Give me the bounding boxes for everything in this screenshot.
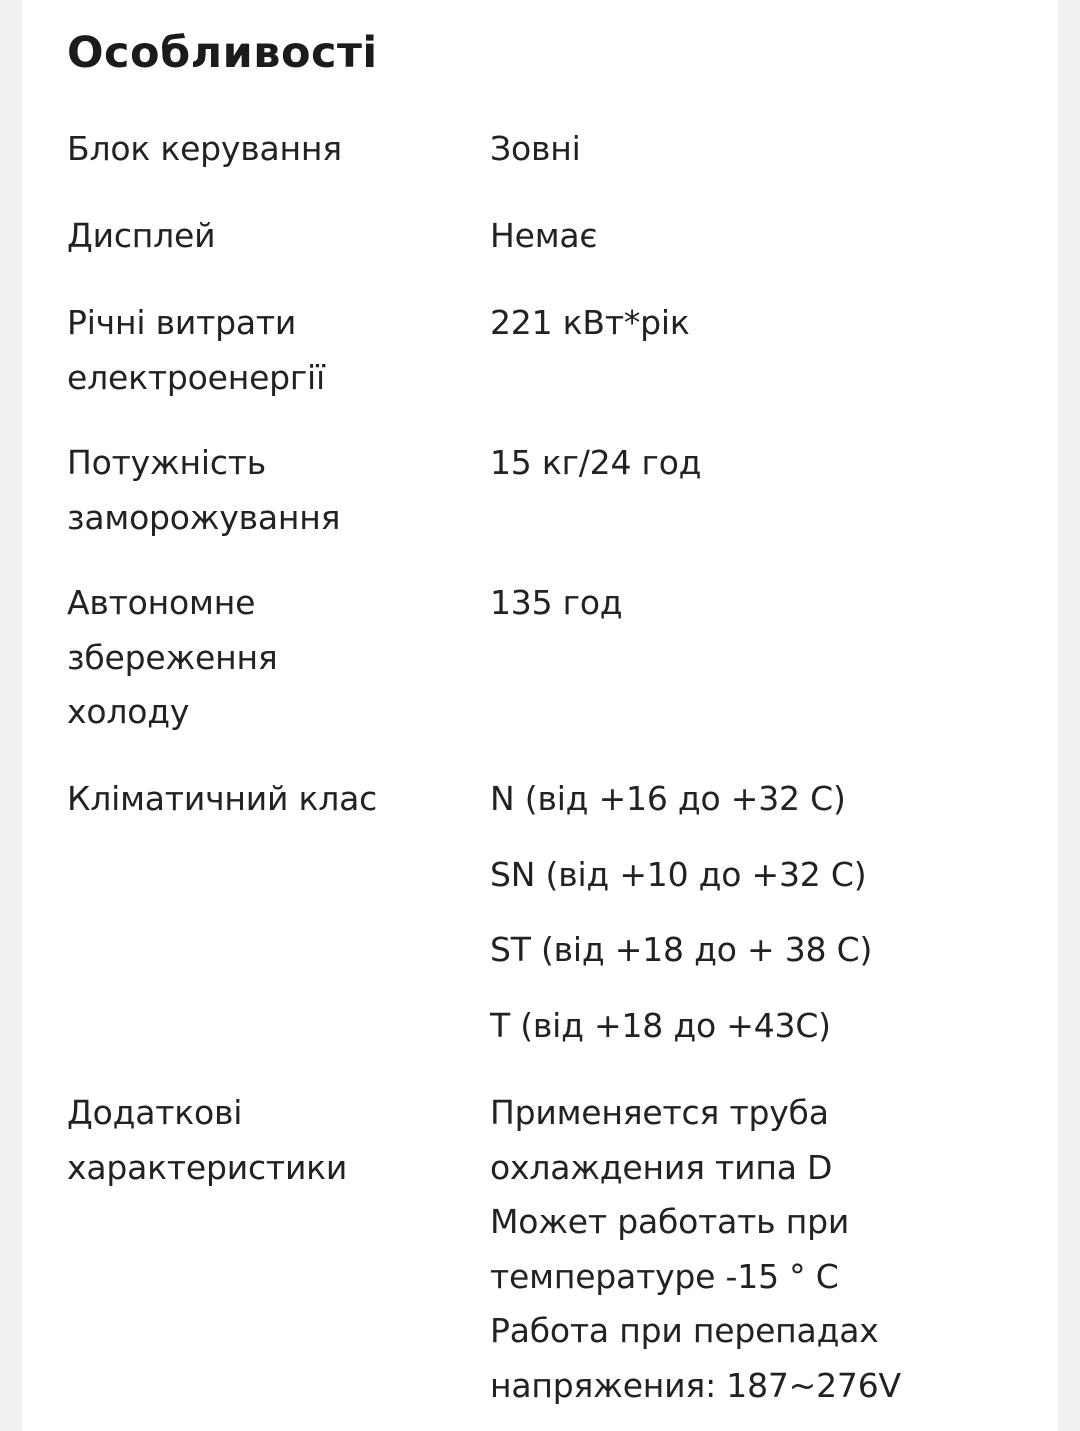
spec-label-text: збереження — [67, 637, 278, 677]
spec-label-text: Кліматичний клас — [67, 779, 378, 818]
spec-label — [67, 209, 490, 264]
section-title: Особливості — [67, 28, 378, 78]
spec-label-text: Блок керування — [67, 129, 342, 168]
spec-value-text: Немає — [490, 216, 598, 255]
spec-value-text: Зовні — [490, 129, 581, 168]
spec-value-text: охлаждения типа D — [490, 1147, 833, 1187]
spec-label-text: Потужність — [67, 443, 267, 482]
spec-value-text: температуре -15 ° С — [490, 1256, 839, 1296]
spec-label — [67, 1086, 490, 1195]
spec-row-climate — [67, 772, 1027, 1086]
spec-value-text: напряжения: 187~276V — [490, 1365, 901, 1405]
spec-label-text: холоду — [67, 692, 190, 731]
spec-value-text: 135 год — [490, 583, 623, 622]
spec-label — [67, 772, 490, 827]
spec-value — [490, 436, 1027, 491]
spec-label-text: заморожування — [67, 497, 341, 537]
features-card — [22, 0, 1058, 1431]
spec-label — [67, 296, 490, 405]
spec-value — [490, 576, 1027, 631]
spec-value — [490, 1086, 1027, 1413]
climate-class-item: SN (від +10 до +32 С) — [490, 854, 867, 894]
spec-label — [67, 122, 490, 177]
spec-label-text: Дисплей — [67, 216, 216, 255]
spec-value-text: Может работать при — [490, 1202, 850, 1241]
spec-value-text: 221 кВт*рік — [490, 303, 690, 342]
spec-value — [490, 209, 1027, 264]
spec-row-additional — [67, 1086, 1027, 1413]
spec-label-text: Додаткові — [67, 1093, 243, 1132]
climate-class-item: T (від +18 до +43С) — [490, 1005, 831, 1045]
spec-value-text: Применяется труба — [490, 1093, 829, 1132]
spec-value — [490, 772, 1027, 1053]
specs-list — [67, 122, 1027, 1413]
spec-value-text: 15 кг/24 год — [490, 443, 702, 482]
spec-label-text: електроенергії — [67, 357, 325, 397]
spec-row-energy — [67, 296, 1027, 436]
spec-label — [67, 576, 490, 740]
spec-value-text: Работа при перепадах — [490, 1311, 879, 1350]
spec-row-freezing — [67, 436, 1027, 576]
spec-row-display — [67, 209, 1027, 296]
spec-label-text: Річні витрати — [67, 303, 297, 342]
climate-class-item: N (від +16 до +32 С) — [490, 779, 846, 818]
spec-row-autonomy — [67, 576, 1027, 772]
climate-class-item: ST (від +18 до + 38 С) — [490, 930, 873, 969]
spec-label-text: Автономне — [67, 583, 256, 622]
spec-value — [490, 296, 1027, 351]
spec-label-text: характеристики — [67, 1147, 348, 1187]
spec-label — [67, 436, 490, 545]
spec-row-control-unit — [67, 122, 1027, 209]
spec-value — [490, 122, 1027, 177]
